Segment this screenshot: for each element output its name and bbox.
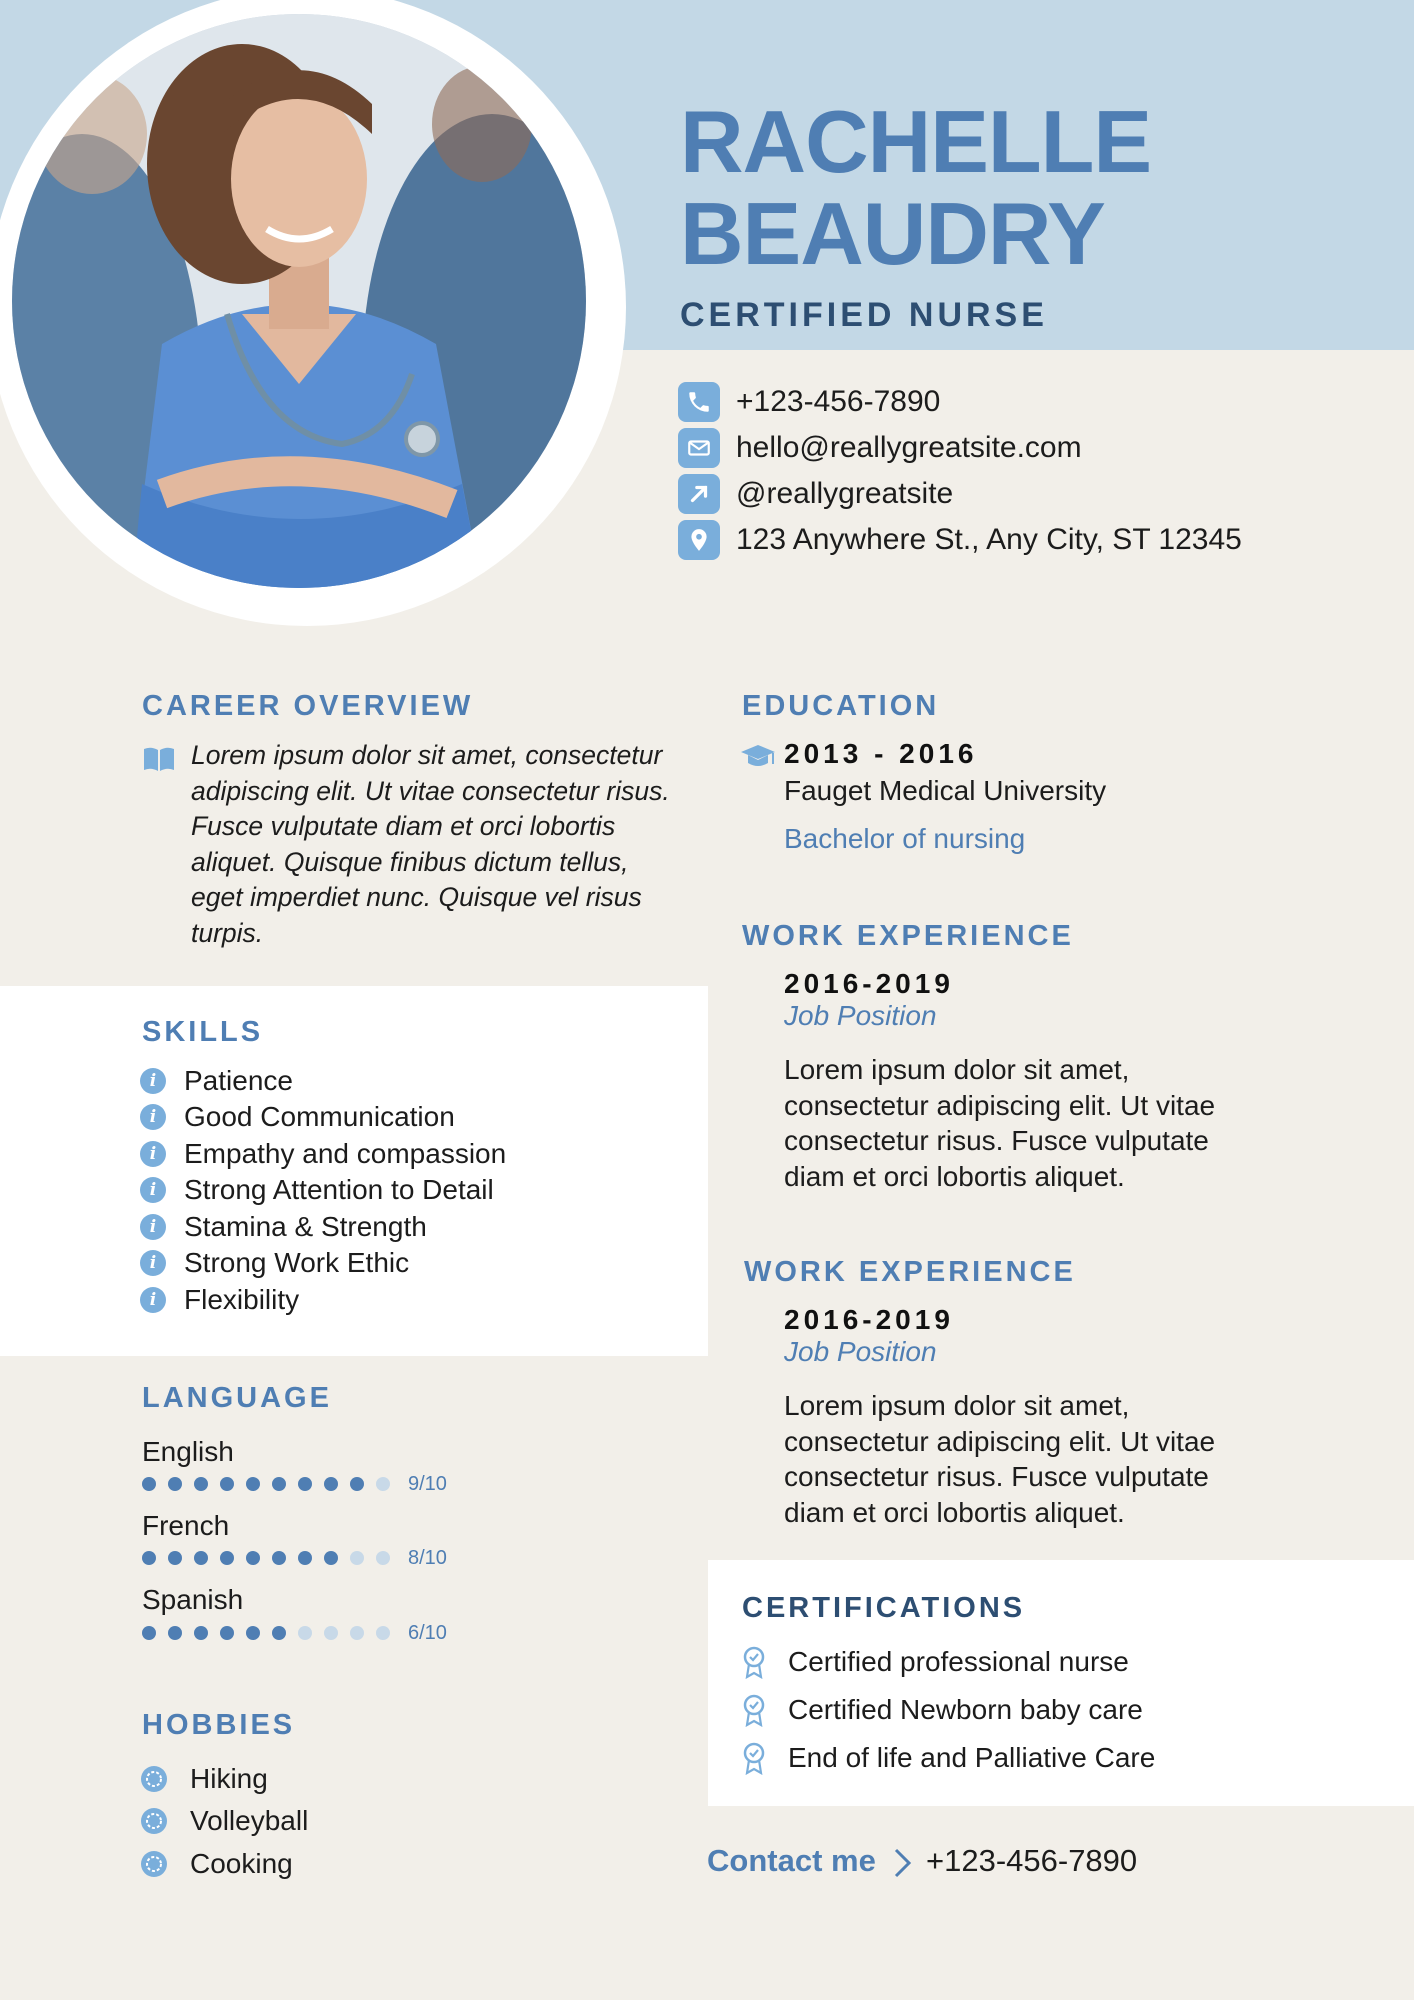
certification-item: End of life and Palliative Care [742,1738,1155,1778]
rating-dot-empty [376,1551,390,1565]
hobby-item: Volleyball [140,1803,308,1839]
education-school: Fauget Medical University [784,775,1107,806]
rating-dot-empty [350,1551,364,1565]
work-description: Lorem ipsum dolor sit amet, consectetur adipiscing elit. Ut vitae consectetur risus. Fusce vulputate diam et orci lobortis aliquet. [784,1054,1216,1192]
rating-dot-filled [324,1477,338,1491]
skill-item: i Patience [140,1064,293,1098]
hobby-badge-icon [140,1850,168,1878]
info-icon: i [140,1177,166,1203]
contact-social: @reallygreatsite [736,477,954,510]
work-years: 2016-2019 [784,1304,954,1335]
rating-dot-filled [246,1626,260,1640]
phone-icon [678,382,720,422]
education-heading: EDUCATION [742,690,940,722]
skill-item: i Flexibility [140,1283,299,1317]
rating-dot-filled [142,1551,156,1565]
rating-dot-filled [142,1477,156,1491]
work-description: Lorem ipsum dolor sit amet, consectetur adipiscing elit. Ut vitae consectetur risus. Fusce vulputate diam et orci lobortis aliquet. [784,1390,1216,1528]
rating-dot-empty [376,1477,390,1491]
rating-dot-filled [168,1477,182,1491]
rating-dot-empty [376,1626,390,1640]
hobbies-heading: HOBBIES [142,1709,296,1741]
job-title: CERTIFIED NURSE [680,296,1048,334]
certifications-heading: CERTIFICATIONS [742,1592,1026,1624]
name-last: BEAUDRY [680,184,1105,283]
career-heading: CAREER OVERVIEW [142,690,474,722]
hobby-badge-icon [140,1765,168,1793]
hobby-item: Hiking [140,1761,268,1797]
info-icon: i [140,1214,166,1240]
book-icon [142,746,176,772]
contact-address-row [678,520,1242,560]
contact-me-link[interactable]: Contact me [707,1843,876,1878]
rating-dot-filled [220,1626,234,1640]
award-ribbon-icon [742,1741,766,1775]
language-rating [142,1623,447,1643]
language-name: French [142,1510,230,1541]
rating-dot-filled [350,1477,364,1491]
rating-dot-filled [272,1477,286,1491]
rating-dot-filled [298,1551,312,1565]
skill-item: i Strong Attention to Detail [140,1173,494,1207]
education-degree: Bachelor of nursing [784,823,1026,854]
rating-dot-empty [324,1626,338,1640]
info-icon: i [140,1250,166,1276]
chevron-right-icon [892,1846,914,1880]
contact-phone: +123-456-7890 [736,385,941,418]
work-years: 2016-2019 [784,968,954,999]
work-position: Job Position [784,1000,937,1031]
rating-dot-filled [168,1551,182,1565]
certification-item: Certified Newborn baby care [742,1690,1143,1730]
social-arrow-icon [678,474,720,514]
language-score: 8/10 [408,1546,447,1569]
rating-dot-filled [194,1477,208,1491]
rating-dot-filled [168,1626,182,1640]
contact-address: 123 Anywhere St., Any City, ST 12345 [736,523,1242,556]
language-score: 6/10 [408,1621,447,1644]
rating-dot-filled [220,1551,234,1565]
profile-photo [12,14,586,588]
award-ribbon-icon [742,1645,766,1679]
language-heading: LANGUAGE [142,1382,332,1414]
language-rating [142,1474,447,1494]
language-score: 9/10 [408,1472,447,1495]
contact-email-row [678,428,1082,468]
info-icon: i [140,1141,166,1167]
name-first: RACHELLE [680,92,1152,191]
info-icon: i [140,1104,166,1130]
skill-item: i Empathy and compassion [140,1137,506,1171]
rating-dot-filled [220,1477,234,1491]
language-name: English [142,1436,234,1467]
rating-dot-filled [298,1477,312,1491]
award-ribbon-icon [742,1693,766,1727]
rating-dot-filled [272,1626,286,1640]
info-icon: i [140,1287,166,1313]
career-text: Lorem ipsum dolor sit amet, consectetur adipiscing elit. Ut vitae consectetur risus. Fusce vulputate diam et orci lobortis aliquet. Quisque finibus dictum tellus, eget imperdiet nunc. Quisque vel risus turpis. [191,740,670,948]
hobby-item: Cooking [140,1846,293,1882]
skill-item: i Stamina & Strength [140,1210,427,1244]
email-icon [678,428,720,468]
language-rating [142,1548,447,1568]
hobby-badge-icon [140,1807,168,1835]
certification-item: Certified professional nurse [742,1642,1129,1682]
skill-item: i Good Communication [140,1100,455,1134]
rating-dot-filled [246,1477,260,1491]
rating-dot-empty [350,1626,364,1640]
skill-item: i Strong Work Ethic [140,1246,409,1280]
rating-dot-filled [324,1551,338,1565]
language-name: Spanish [142,1584,244,1615]
skills-panel [0,986,708,1356]
rating-dot-filled [194,1626,208,1640]
education-years: 2013 - 2016 [784,738,978,769]
contact-social-row [678,474,953,514]
rating-dot-filled [246,1551,260,1565]
rating-dot-empty [298,1626,312,1640]
work-heading: WORK EXPERIENCE [742,920,1074,952]
rating-dot-filled [142,1626,156,1640]
contact-phone-row [678,382,940,422]
rating-dot-filled [272,1551,286,1565]
location-pin-icon [678,520,720,560]
graduation-cap-icon [740,742,776,772]
work-position: Job Position [784,1336,937,1367]
contact-email: hello@reallygreatsite.com [736,431,1082,464]
rating-dot-filled [194,1551,208,1565]
footer-phone: +123-456-7890 [926,1843,1138,1878]
info-icon: i [140,1068,166,1094]
skills-heading: SKILLS [142,1016,264,1048]
work-heading: WORK EXPERIENCE [744,1256,1076,1288]
